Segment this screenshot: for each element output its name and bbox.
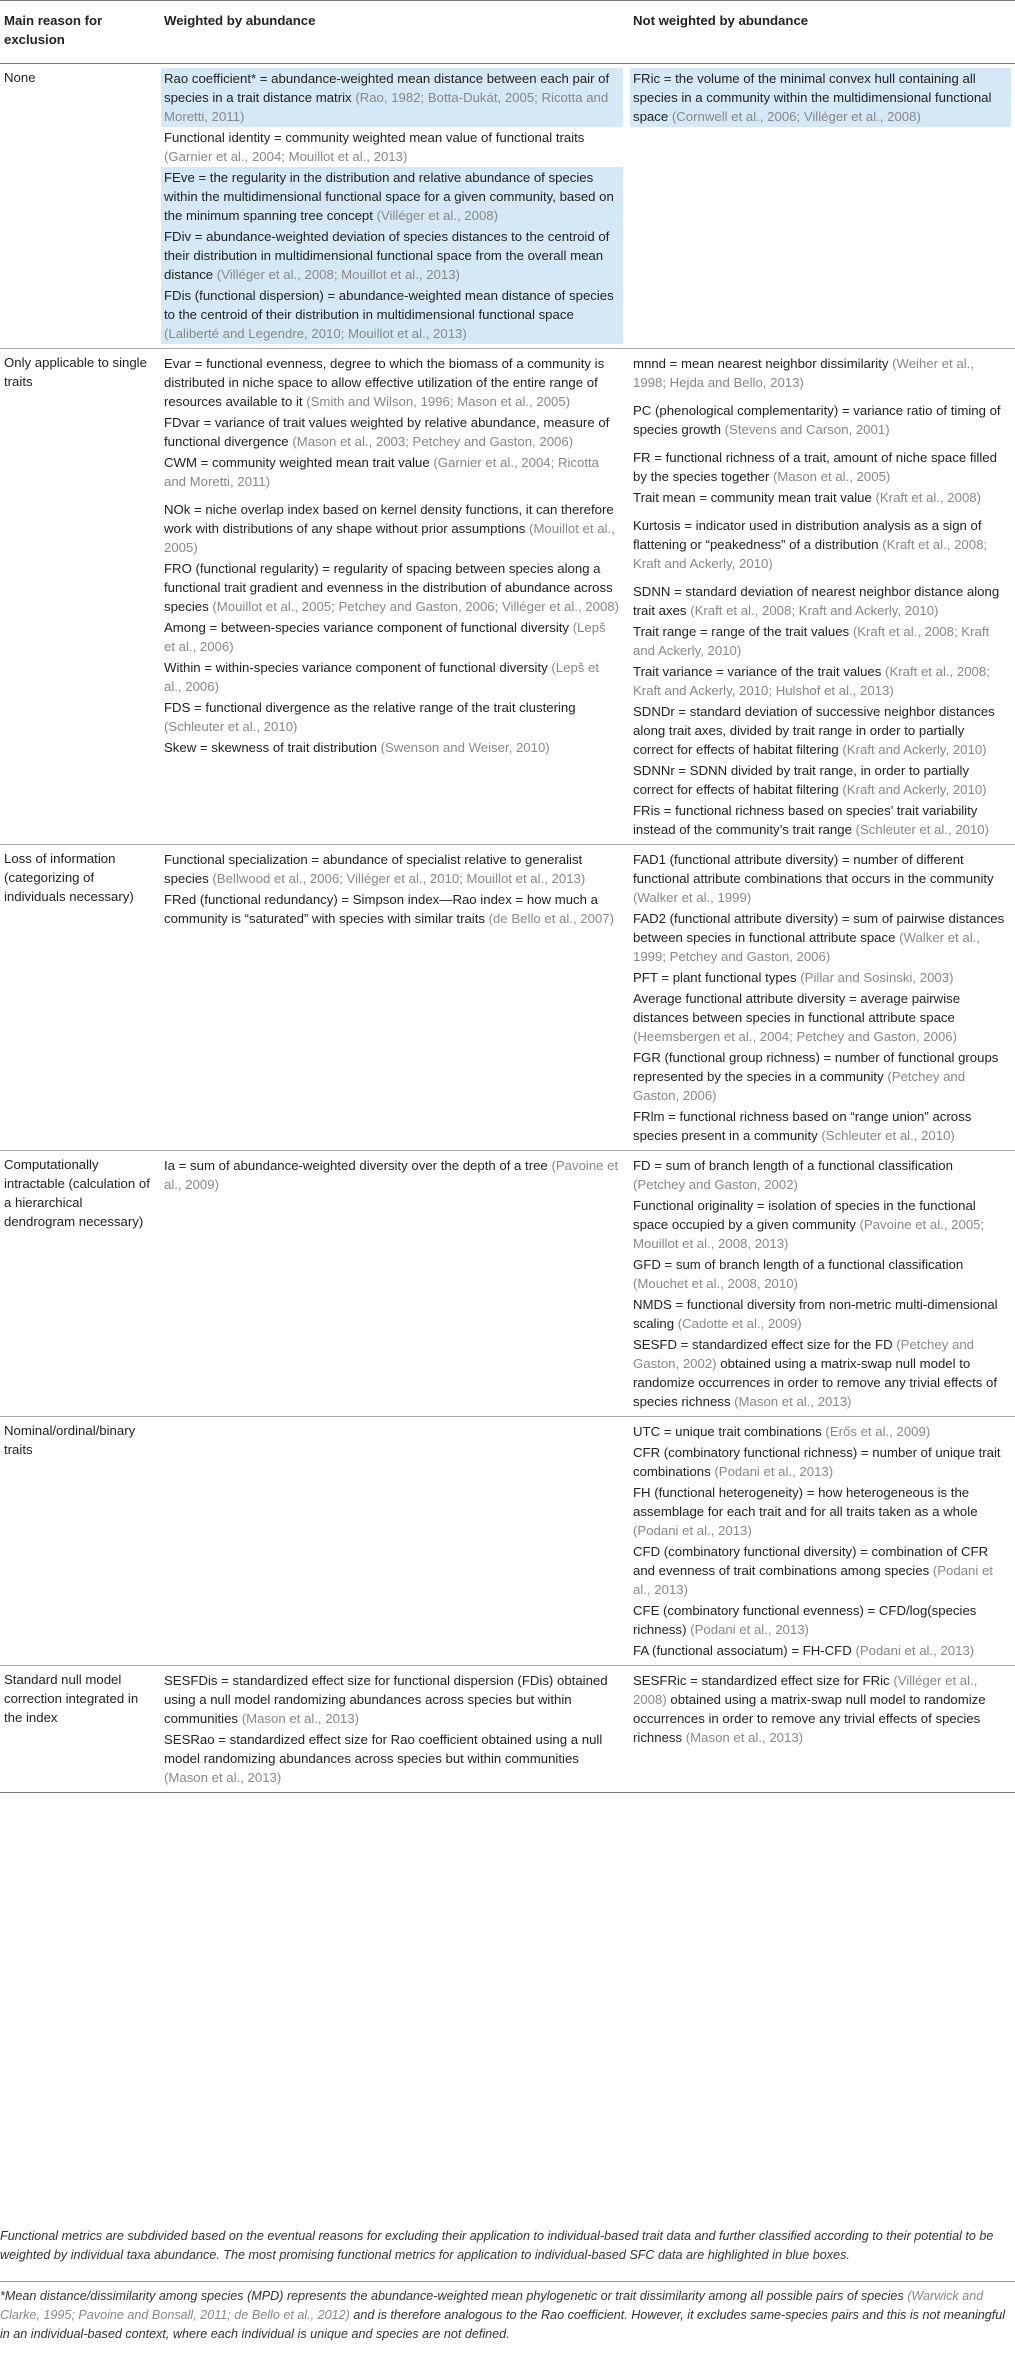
footnote-citation: (Warwick and Clarke, 1995; Pavoine and Bonsall, 2011; de Bello et al., 2012) [0,2289,984,2322]
metric-entry [630,353,1011,393]
metric-definition: FAD2 (functional attribute diversity) = sum of pairwise distances between species in functional attribute space [633,911,1005,945]
metric-definition: FH (functional heterogeneity) = how heterogeneous is the assemblage for each trait and for all traits taken as a whole [633,1485,978,1519]
metric-entry [161,452,623,492]
metric-definition: UTC = unique trait combinations [633,1424,822,1439]
metric-entry [630,1600,1011,1640]
metric-definition: Functional identity = community weighted mean value of functional traits [164,130,585,145]
unweighted-metrics-cell [627,1666,1015,1793]
metric-entry [630,1195,1011,1254]
metric-citation: (Schleuter et al., 2010) [855,822,990,837]
footnote-divider [0,2281,1015,2282]
metric-definition: FAD1 (functional attribute diversity) = number of different functional attribute combinations that occurs in the community [633,852,994,886]
metric-entry [161,499,623,558]
metric-citation: (Mouchet et al., 2008, 2010) [633,1276,798,1291]
metric-entry [630,1294,1011,1334]
header-not-weighted: Not weighted by abundance [627,1,1015,64]
metric-entry [630,701,1011,760]
metric-definition: Skew = skewness of trait distribution [164,740,377,755]
metric-definition: Trait range = range of the trait values [633,624,850,639]
metric-citation: (Erős et al., 2009) [825,1424,931,1439]
metric-definition: SDNN = standard deviation of nearest neighbor distance along trait axes [633,584,1000,618]
metric-citation: (Kraft et al., 2008; Kraft and Ackerly, 2010) [633,624,990,658]
caption-text: Functional metrics are subdivided based on the eventual reasons for excluding their application to individual-based trait data and further classified according to their potential to be weighted by individual taxa abundance. The most promising functional metrics for application to individual-based SFC data are highlighted in blue boxes. [0,2229,994,2262]
metric-citation: (Heemsbergen et al., 2004; Petchey and Gaston, 2006) [633,1029,958,1044]
metric-definition: FGR (functional group richness) = number of functional groups represented by the species in a community [633,1050,999,1084]
metric-definition: Ia = sum of abundance-weighted diversity over the depth of a tree [164,1158,548,1173]
metric-citation: (Bellwood et al., 2006; Villéger et al., 2010; Mouillot et al., 2013) [212,871,586,886]
highlighted-metric-entry [161,226,623,285]
metric-citation: (de Bello et al., 2007) [488,911,615,926]
metric-entry [630,967,1011,988]
weighted-metrics-cell [158,1151,627,1417]
metric-citation: (Lepš et al., 2006) [164,620,606,654]
metric-definition: FRic = the volume of the minimal convex hull containing all species in a community within the multidimensional functional space [633,71,992,124]
table-row-null-model-correction [0,1666,1015,1793]
metric-definition: SDNDr = standard deviation of successive neighbor distances along trait axes, divided by trait range in order to partially correct for effects of habitat filtering [633,704,995,757]
metric-entry [630,988,1011,1047]
metric-entry [630,1155,1011,1195]
metric-citation: (Schleuter et al., 2010) [164,719,298,734]
metric-entry [630,1640,1011,1661]
metric-entry [161,1155,623,1195]
metric-definition: Within = within-species variance component of functional diversity [164,660,548,675]
table-header [0,1,1015,64]
metric-entry [630,908,1011,967]
metric-definition: FRlm = functional richness based on “range union” across species present in a community [633,1109,972,1143]
metric-citation: (Weiher et al., 1998; Hejda and Bello, 2013) [633,356,974,390]
metric-citation: (Walker et al., 1999; Petchey and Gaston, 2006) [633,930,980,964]
metric-definition: PC (phenological complementarity) = variance ratio of timing of species growth [633,403,1001,437]
metric-definition: CFD (combinatory functional diversity) = combination of CFR and evenness of trait combinations among species [633,1544,989,1578]
metric-citation: (Rao, 1982; Botta-Dukát, 2005; Ricotta and Moretti, 2011) [164,90,609,124]
metric-definition: FDis (functional dispersion) = abundance-weighted mean distance of species to the centroid of their distribution in multidimensional functional space [164,288,614,322]
metric-entry [161,353,623,412]
metric-citation: (Podani et al., 2013) [855,1643,975,1658]
metric-definition: SESFD = standardized effect size for the FD [633,1337,893,1352]
metric-citation: (Kraft et al., 2008; Kraft and Ackerly, 2010) [633,537,988,571]
metric-entry [630,447,1011,487]
metric-citation: (Mason et al., 2013) [734,1394,852,1409]
metric-citation: (Villéger et al., 2008) [633,1673,978,1707]
metric-citation: (Pavoine et al., 2009) [164,1158,619,1192]
metric-definition: FRO (functional regularity) = regularity of spacing between species along a functional trait gradient and evenness in the distribution of abundance across species [164,561,613,614]
metric-citation: (Cornwell et al., 2006; Villéger et al., 2008) [671,109,921,124]
metric-definition: FDS = functional divergence as the relative range of the trait clustering [164,700,576,715]
highlighted-metric-entry [161,167,623,226]
metric-citation: (Mason et al., 2005) [773,469,891,484]
metric-citation: (Garnier et al., 2004; Ricotta and Moretti, 2011) [164,455,600,489]
metric-definition: Functional specialization = abundance of specialist relative to generalist species [164,852,583,886]
metric-citation: (Podani et al., 2013) [714,1464,834,1479]
metric-definition: Kurtosis = indicator used in distribution analysis as a sign of flattening or “peakedness” of a distribution [633,518,982,552]
metric-entry [161,617,623,657]
metric-entry [630,1421,1011,1442]
table-row-computationally-intractable [0,1151,1015,1417]
metric-entry [630,487,1011,508]
footnote-text: *Mean distance/dissimilarity among species (MPD) represents the abundance-weighted mean phylogenetic or trait dissimilarity among all possible pairs of species [0,2289,904,2303]
exclusion-reason: Loss of information (categorizing of individuals necessary) [0,845,158,1151]
weighted-metrics-cell [158,1417,627,1666]
metric-definition: SDNNr = SDNN divided by trait range, in order to partially correct for effects of habitat filtering [633,763,970,797]
metric-citation: (Mason et al., 2013) [241,1711,359,1726]
table-row-none [0,64,1015,349]
table-row-loss-of-information [0,845,1015,1151]
metric-citation: (Mouillot et al., 2005) [164,521,615,555]
metric-citation: (Kraft et al., 2008) [875,490,982,505]
metric-definition: Among = between-species variance component of functional diversity [164,620,570,635]
metric-citation: (Villéger et al., 2008) [376,208,499,223]
metric-citation: (Podani et al., 2013) [633,1523,752,1538]
metric-definition: SESFRic = standardized effect size for FRic [633,1673,890,1688]
table-row-single-traits [0,349,1015,845]
metric-definition: SESFDis = standardized effect size for functional dispersion (FDis) obtained using a null model randomizing abundances across species but within communities [164,1673,608,1726]
metric-citation: (Mason et al., 2013) [164,1770,282,1785]
metric-citation: (Kraft and Ackerly, 2010) [842,782,987,797]
metric-entry [630,1442,1011,1482]
metric-entry [161,889,623,929]
header-weighted: Weighted by abundance [158,1,627,64]
metric-definition: FD = sum of branch length of a functional classification [633,1158,953,1173]
metric-definition: NMDS = functional diversity from non-metric multi-dimensional scaling [633,1297,998,1331]
metric-citation: (Villéger et al., 2008; Mouillot et al., 2013) [216,267,460,282]
metric-entry [630,1254,1011,1294]
metric-definition: FDvar = variance of trait values weighted by relative abundance, measure of functional divergence [164,415,610,449]
metric-citation: (Petchey and Gaston, 2006) [633,1069,966,1103]
metric-definition: Functional originality = isolation of species in the functional space occupied by a given community [633,1198,976,1232]
table-footnote [0,2287,1013,2344]
metric-definition: FEve = the regularity in the distribution and relative abundance of species within the multidimensional functional space for a given community, based on the minimum spanning tree concept [164,170,614,223]
metric-entry [630,1047,1011,1106]
exclusion-reason: Nominal/ordinal/binary traits [0,1417,158,1666]
table-row-nominal-traits [0,1417,1015,1666]
unweighted-metrics-cell [627,1417,1015,1666]
metric-citation: (Kraft et al., 2008; Kraft and Ackerly, 2010; Hulshof et al., 2013) [633,664,990,698]
metric-entry [630,1670,1011,1748]
metric-citation: (Kraft and Ackerly, 2010) [842,742,987,757]
metric-entry [630,581,1011,621]
unweighted-metrics-cell [627,1151,1015,1417]
metric-entry [630,760,1011,800]
table-body [0,64,1015,1793]
metric-citation: (Kraft et al., 2008; Kraft and Ackerly, 2010) [690,603,939,618]
metric-definition: mnnd = mean nearest neighbor dissimilarity [633,356,889,371]
metric-entry [630,1334,1011,1412]
metric-definition: FRed (functional redundancy) = Simpson index—Rao index = how much a community is “saturated” with species with similar traits [164,892,598,926]
metric-definition: FR = functional richness of a trait, amount of niche space filled by the species together [633,450,997,484]
metric-entry [161,697,623,737]
metric-definition-continued: obtained using a matrix-swap null model to randomize occurrences in order to remove any trivial effects of species richness [633,1692,986,1745]
metric-definition: FA (functional associatum) = FH-CFD [633,1643,852,1658]
metric-citation: (Podani et al., 2013) [633,1563,993,1597]
exclusion-reason: Only applicable to single traits [0,349,158,845]
metric-definition: Average functional attribute diversity = average pairwise distances between species in functional attribute space [633,991,961,1025]
metric-definition: Trait variance = variance of the trait values [633,664,882,679]
exclusion-reason: None [0,64,158,349]
highlighted-metric-entry [161,285,623,344]
footnote-tail: and is therefore analogous to the Rao coefficient. However, it excludes same-species pairs and this is not meaningful in an individual-based context, where each individual is unique and species are not defined. [0,2308,1006,2341]
metric-definition: NOk = niche overlap index based on kernel density functions, it can therefore work with distributions of any shape without prior assumptions [164,502,614,536]
metric-citation: (Walker et al., 1999) [633,890,752,905]
metric-entry [630,400,1011,440]
metric-definition: FDiv = abundance-weighted deviation of species distances to the centroid of their distribution in multidimensional functional space from the overall mean distance [164,229,610,282]
weighted-metrics-cell [158,845,627,1151]
highlighted-metric-entry [630,68,1011,127]
metric-citation: (Smith and Wilson, 1996; Mason et al., 2005) [306,394,571,409]
metric-definition: FRis = functional richness based on species’ trait variability instead of the community’s trait range [633,803,978,837]
metric-citation: (Mouillot et al., 2005; Petchey and Gaston, 2006; Villéger et al., 2008) [212,599,620,614]
metric-definition: Evar = functional evenness, degree to which the biomass of a community is distributed in niche space to allow effective utilization of the entire range of resources available to it [164,356,605,409]
metric-definition: SESRao = standardized effect size for Rao coefficient obtained using a null model randomizing abundances across species but within communities [164,1732,603,1766]
exclusion-reason: Standard null model correction integrated in the index [0,1666,158,1793]
metric-entry [630,515,1011,574]
metric-definition: Trait mean = community mean trait value [633,490,872,505]
metric-entry [161,412,623,452]
metric-definition-continued: obtained using a matrix-swap null model to randomize occurrences in order to remove any trivial effects of species richness [633,1356,998,1409]
metric-entry [630,800,1011,840]
metric-entry [161,127,623,167]
metric-definition: CWM = community weighted mean trait value [164,455,430,470]
metric-citation: (Mason et al., 2003; Petchey and Gaston, 2006) [292,434,574,449]
unweighted-metrics-cell [627,64,1015,349]
metric-entry [161,849,623,889]
metric-definition: CFR (combinatory functional richness) = number of unique trait combinations [633,1445,1001,1479]
metric-citation: (Petchey and Gaston, 2002) [633,1337,974,1371]
metric-citation: (Pillar and Sosinski, 2003) [800,970,954,985]
metric-entry [630,849,1011,908]
highlighted-metric-entry [161,68,623,127]
metric-entry [161,737,623,758]
metric-citation: (Mason et al., 2013) [685,1730,804,1745]
metric-definition: CFE (combinatory functional evenness) = CFD/log(species richness) [633,1603,977,1637]
metric-entry [630,1541,1011,1600]
unweighted-metrics-cell [627,845,1015,1151]
metric-entry [630,1482,1011,1541]
metric-entry [161,657,623,697]
metric-entry [161,1670,623,1729]
metric-citation: (Petchey and Gaston, 2002) [633,1177,798,1192]
unweighted-metrics-cell [627,349,1015,845]
metric-definition: Rao coefficient* = abundance-weighted mean distance between each pair of species in a trait distance matrix [164,71,610,105]
metric-citation: (Pavoine et al., 2005; Mouillot et al., 2008, 2013) [633,1217,985,1251]
header-main-reason: Main reason for exclusion [0,1,158,64]
metric-citation: (Schleuter et al., 2010) [821,1128,955,1143]
metric-citation: (Garnier et al., 2004; Mouillot et al., 2013) [164,149,408,164]
weighted-metrics-cell [158,64,627,349]
metric-definition: GFD = sum of branch length of a functional classification [633,1257,964,1272]
metric-entry [630,1106,1011,1146]
metric-citation: (Lepš et al., 2006) [164,660,600,694]
metric-entry [630,621,1011,661]
metric-definition: PFT = plant functional types [633,970,797,985]
exclusion-reason: Computationally intractable (calculation of a hierarchical dendrogram necessary) [0,1151,158,1417]
metric-entry [161,558,623,617]
table-caption [0,2227,1013,2265]
metric-citation: (Swenson and Weiser, 2010) [380,740,550,755]
weighted-metrics-cell [158,1666,627,1793]
metric-citation: (Laliberté and Legendre, 2010; Mouillot et al., 2013) [164,326,467,341]
weighted-metrics-cell [158,349,627,845]
metric-citation: (Podani et al., 2013) [690,1622,809,1637]
metric-citation: (Cadotte et al., 2009) [677,1316,802,1331]
metric-entry [161,1729,623,1788]
metric-citation: (Stevens and Carson, 2001) [724,422,890,437]
metric-entry [630,661,1011,701]
